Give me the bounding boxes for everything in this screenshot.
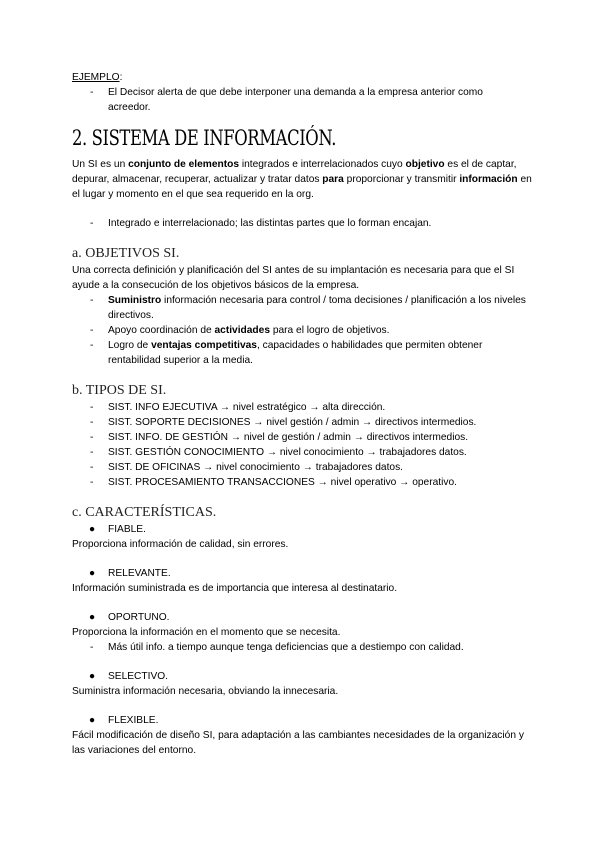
list-item: - Apoyo coordinación de actividades para el logro de objetivos. (90, 325, 390, 336)
document-page (72, 70, 532, 758)
list-item: - SIST. INFO EJECUTIVA → nivel estratégico → alta dirección. (90, 402, 386, 413)
bullet-icon: ● (89, 715, 96, 726)
bullet-icon: ● (89, 612, 96, 623)
list-item: - SIST. INFO. DE GESTIÓN → nivel de gestión / admin → directivos intermedios. (90, 432, 469, 443)
list-item: - SIST. GESTIÓN CONOCIMIENTO → nivel conocimiento → trabajadores datos. (90, 447, 467, 458)
section-intro: Un SI es un conjunto de elementos integrados e interrelacionados cuyo objetivo es el de captar, depurar, almacenar, recuperar, actualizar y tratar datos para proporcionar y transmitir información en el lugar y momento en el que sea requerido en la org. (72, 159, 532, 200)
characteristic-text: Fácil modificación de diseño SI, para adaptación a las cambiantes necesidades de la organización y las variaciones del entorno. (72, 730, 524, 756)
characteristic-oportuno: ● OPORTUNO. (89, 612, 170, 623)
characteristic-flexible: ● FLEXIBLE. (89, 715, 159, 726)
ejemplo-label: EJEMPLO (72, 72, 120, 83)
list-item: - SIST. PROCESAMIENTO TRANSACCIONES → nivel operativo → operativo. (90, 477, 457, 488)
oportuno-sublist (72, 640, 532, 655)
ejemplo-heading (72, 70, 532, 85)
characteristic-text: Proporciona información de calidad, sin errores. (72, 539, 289, 550)
ejemplo-colon: : (119, 72, 123, 83)
characteristic-text: Información suministrada es de importancia que interesa al destinatario. (72, 583, 398, 594)
dash-marker: - (90, 218, 94, 229)
bullet-icon: ● (89, 568, 96, 579)
section-note: Integrado e interrelacionado; las distintas partes que lo forman encajan. (108, 218, 432, 229)
dash-marker: - (90, 340, 94, 351)
list-item: - SIST. DE OFICINAS → nivel conocimiento → trabajadores datos. (90, 462, 403, 473)
dash-marker: - (90, 87, 94, 98)
characteristic-text: Suministra información necesaria, obviando la innecesaria. (72, 686, 339, 697)
section-title: 2. SISTEMA DE INFORMACIÓN. (72, 126, 337, 150)
characteristic-relevante: ● RELEVANTE. (89, 568, 171, 579)
list-item: - SIST. SOPORTE DECISIONES → nivel gestión / admin → directivos intermedios. (90, 417, 477, 428)
caracteristicas-heading: c. CARACTERÍSTICAS. (72, 505, 217, 520)
section-note-list (72, 216, 532, 231)
tipos-heading: b. TIPOS DE SI. (72, 383, 167, 398)
characteristic-fiable: ● FIABLE. (89, 524, 146, 535)
objetivos-list (72, 293, 532, 368)
bullet-icon: ● (89, 524, 96, 535)
ejemplo-text-1: El Decisor alerta de que debe interponer una demanda a la empresa anterior como (108, 87, 483, 98)
dash-marker: - (90, 325, 94, 336)
list-item (72, 85, 532, 115)
list-item: - Suministro información necesaria para control / toma decisiones / planificación a los niveles directivos. (90, 295, 526, 321)
objetivos-heading: a. OBJETIVOS SI. (72, 246, 180, 261)
ejemplo-list (72, 85, 532, 115)
bullet-icon: ● (89, 671, 96, 682)
characteristic-text: Proporciona la información en el momento que se necesita. (72, 627, 341, 638)
list-item: - Logro de ventajas competitivas, capacidades o habilidades que permiten obtener rentabilidad superior a la media. (90, 340, 483, 366)
list-item (72, 216, 532, 231)
list-item: - Más útil info. a tiempo aunque tenga deficiencias que a destiempo con calidad. (90, 642, 464, 653)
tipos-list (72, 400, 532, 490)
dash-marker: - (90, 295, 94, 306)
objetivos-intro: Una correcta definición y planificación del SI antes de su implantación es necesaria para que el SI ayude a la consecución de los objetivos básicos de la empresa. (72, 265, 515, 291)
ejemplo-text-2: acreedor. (108, 102, 151, 113)
characteristic-selectivo: ● SELECTIVO. (89, 671, 169, 682)
